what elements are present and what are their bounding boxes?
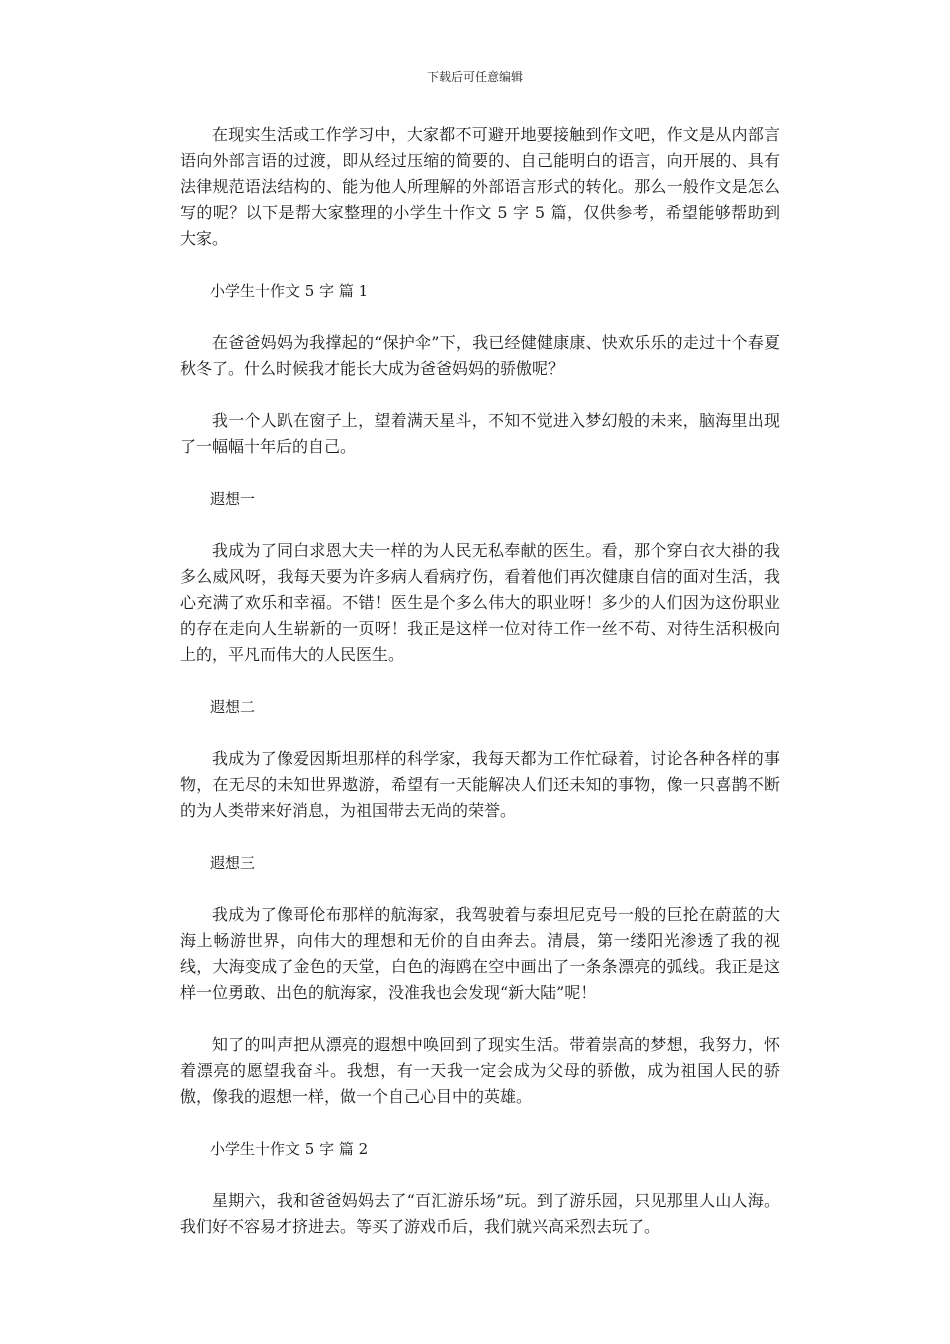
page-header: 下载后可任意编辑: [426, 70, 523, 84]
body-paragraph: 在爸爸妈妈为我撑起的“保护伞”下，我已经健健康康、快欢乐乐的走过十个春夏秋冬了。什么时候我才能长大成为爸爸妈妈的骄傲呢？: [180, 333, 780, 378]
section-heading: 小学生十作文 5 字 篇 2: [210, 1140, 369, 1158]
intro-paragraph: 在现实生活或工作学习中，大家都不可避开地要接触到作文吧，作文是从内部言语向外部言语的过渡，即从经过压缩的简要的、自己能明白的语言，向开展的、具有法律规范语法结构的、能为他人所理解的外部语言形式的转化。那么一般作文是怎么写的呢？以下是帮大家整理的小学生十作文 5 字 5 篇，仅供参考，希望能够帮助到大家。: [180, 125, 780, 248]
body-paragraph: 我成为了像爱因斯坦那样的科学家，我每天都为工作忙碌着，讨论各种各样的事物，在无尽的未知世界遨游，希望有一天能解决人们还未知的事物，像一只喜鹊不断的为人类带来好消息，为祖国带去无尚的荣誉。: [180, 749, 780, 820]
body-paragraph: 我成为了像哥伦布那样的航海家，我驾驶着与泰坦尼克号一般的巨抡在蔚蓝的大海上畅游世界，向伟大的理想和无价的自由奔去。清晨，第一缕阳光渗透了我的视线，大海变成了金色的天堂，白色的海鸥在空中画出了一条条漂亮的弧线。我正是这样一位勇敢、出色的航海家，没准我也会发现“新大陆”呢！: [180, 905, 780, 1002]
body-paragraph: 我成为了同白求恩大夫一样的为人民无私奉献的医生。看，那个穿白衣大褂的我多么威风呀，我每天要为许多病人看病疗伤，看着他们再次健康自信的面对生活，我心充满了欢乐和幸福。不错！医生是个多么伟大的职业呀！多少的人们因为这份职业的存在走向人生崭新的一页呀！我正是这样一位对待工作一丝不苟、对待生活积极向上的，平凡而伟大的人民医生。: [180, 541, 780, 664]
document-body: [180, 122, 780, 1240]
body-paragraph: 我一个人趴在窗子上，望着满天星斗，不知不觉进入梦幻般的未来，脑海里出现了一幅幅十年后的自己。: [180, 411, 780, 456]
body-paragraph: 星期六，我和爸爸妈妈去了“百汇游乐场”玩。到了游乐园，只见那里人山人海。我们好不容易才挤进去。等买了游戏币后，我们就兴高采烈去玩了。: [180, 1191, 780, 1236]
subsection-heading: 遐想二: [210, 698, 256, 716]
subsection-heading: 遐想三: [210, 854, 256, 872]
section-heading: 小学生十作文 5 字 篇 1: [210, 282, 369, 300]
body-paragraph: 知了的叫声把从漂亮的遐想中唤回到了现实生活。带着崇高的梦想，我努力，怀着漂亮的愿望我奋斗。我想，有一天我一定会成为父母的骄傲，成为祖国人民的骄傲，像我的遐想一样，做一个自己心目中的英雄。: [180, 1035, 780, 1106]
subsection-heading: 遐想一: [210, 490, 256, 508]
